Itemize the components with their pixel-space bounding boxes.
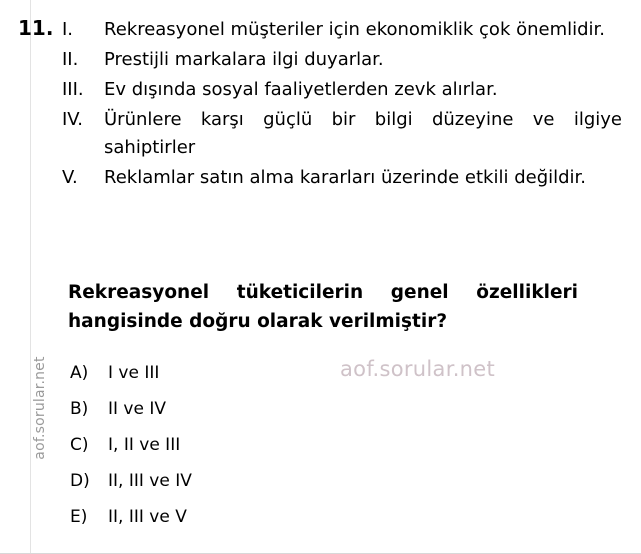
option-text: I ve III (108, 363, 160, 383)
option-a[interactable] (70, 360, 470, 396)
option-letter: B) (70, 399, 89, 419)
statement-item (62, 164, 622, 192)
statement-roman: II. (62, 49, 79, 70)
option-letter: C) (70, 435, 89, 455)
statement-item (62, 76, 622, 104)
option-e[interactable] (70, 504, 470, 540)
option-d[interactable] (70, 468, 470, 504)
option-text: II, III ve IV (108, 471, 192, 491)
statement-text: Ürünlere karşı güçlü bir bilgi düzeyine ve ilgiye sahiptirler (104, 109, 622, 158)
statement-text: Ev dışında sosyal faaliyetlerden zevk alırlar. (104, 79, 498, 100)
option-b[interactable] (70, 396, 470, 432)
statement-item (62, 16, 622, 44)
statement-roman: III. (62, 79, 84, 100)
statement-roman: V. (62, 167, 78, 188)
statement-text: Prestijli markalara ilgi duyarlar. (104, 49, 384, 70)
option-letter: A) (70, 363, 89, 383)
statement-roman: I. (62, 19, 74, 40)
option-c[interactable] (70, 432, 470, 468)
statement-item (62, 46, 622, 74)
side-watermark: aof.sorular.net (32, 356, 48, 460)
option-text: II, III ve V (108, 507, 187, 527)
center-watermark: aof.sorular.net (340, 357, 496, 381)
answer-options (70, 360, 470, 540)
option-letter: D) (70, 471, 90, 491)
option-text: I, II ve III (108, 435, 181, 455)
option-text: II ve IV (108, 399, 166, 419)
statement-item (62, 106, 622, 162)
statement-text: Rekreasyonel müşteriler için ekonomiklik çok önemlidir. (104, 19, 606, 40)
statement-list (62, 16, 622, 194)
option-letter: E) (70, 507, 88, 527)
statement-roman: IV. (62, 109, 84, 130)
statement-text: Reklamlar satın alma kararları üzerinde etkili değildir. (104, 167, 587, 188)
question-number: 11. (18, 16, 54, 40)
question-prompt: Rekreasyonel tüketicilerin genel özellikleri hangisinde doğru olarak verilmiştir? (68, 282, 578, 332)
